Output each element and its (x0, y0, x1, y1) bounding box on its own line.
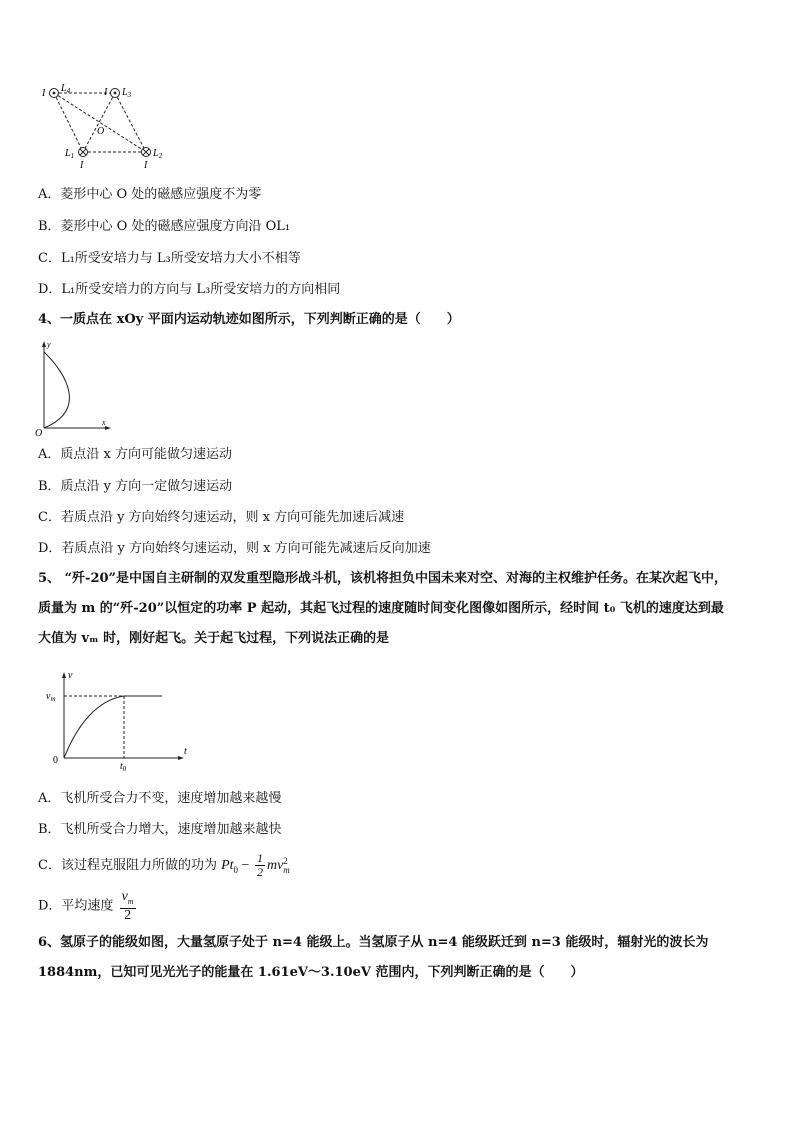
axis-x-label: x (102, 418, 106, 427)
q5-option-c-text: C．该过程克服阻力所做的功为 (38, 858, 217, 873)
q3-option-d[interactable]: D．L₁所受安培力的方向与 L₃所受安培力的方向相同 (38, 282, 341, 297)
label-L3: $L_3$ (122, 87, 132, 99)
label-I-bottom-left: I (80, 160, 84, 171)
velocity-curve (64, 696, 124, 758)
wire-L1-in (79, 148, 88, 157)
q5-option-d-text: D．平均速度 (38, 898, 114, 914)
q5-stem (38, 564, 758, 654)
velocity-time-figure (40, 668, 200, 773)
axis-v-label: v (68, 670, 73, 681)
q5-stem-line2: 质量为 m 的“歼-20”以恒定的功率 P 起动，其起飞过程的速度随时间变化图像如图所示，经时间 t₀ 飞机的速度达到最 (38, 601, 724, 616)
label-L2: $L_2$ (153, 148, 163, 160)
origin-label: O (35, 428, 43, 438)
q6-stem-line1: 6、氢原子的能级如图，大量氢原子处于 n=4 能级上。当氢原子从 n=4 能级跃迁到 n=3 能级时，辐射光的波长为 (38, 935, 709, 950)
trajectory-figure (32, 338, 122, 438)
q3-option-c[interactable]: C．L₁所受安培力与 L₃所受安培力大小不相等 (38, 251, 301, 266)
q5-option-a[interactable]: A．飞机所受合力不变，速度增加越来越慢 (38, 791, 282, 806)
wire-L3-out (111, 89, 120, 98)
trajectory-curve (44, 352, 69, 428)
label-L1: $L_1$ (65, 148, 75, 160)
q5-option-c-formula: $Pt_0$ − $\frac{1}{2}$ mv 2 m (221, 851, 290, 880)
q6-stem (38, 928, 758, 988)
vm-label: $v_m$ (46, 691, 56, 703)
q6-stem-line2: 1884nm，已知可见光光子的能量在 1.61eV～3.10eV 范围内，下列判断正确的是（ ） (38, 965, 584, 980)
q5-option-d[interactable] (38, 890, 138, 922)
label-I-top-left: I (42, 88, 46, 99)
label-I-bottom-right: I (144, 160, 148, 171)
q3-option-b[interactable]: B．菱形中心 O 处的磁感应强度方向沿 OL₁ (38, 219, 291, 234)
wire-L2-in (142, 148, 151, 157)
q4-option-a[interactable]: A．质点沿 x 方向可能做匀速运动 (38, 447, 232, 462)
q5-stem-line1: 5、 “歼-20”是中国自主研制的双发重型隐形战斗机，该机将担负中国未来对空、对海的主权维护任务。在某次起飞中， (38, 571, 728, 586)
rhombus-wires-figure (40, 82, 180, 172)
q4-option-b[interactable]: B．质点沿 y 方向一定做匀速运动 (38, 479, 233, 494)
q5-option-b[interactable]: B．飞机所受合力增大，速度增加越来越快 (38, 822, 282, 837)
q5-option-d-formula: $\frac{v_m}{2}$ (121, 889, 134, 923)
q4-option-d[interactable]: D．若质点沿 y 方向始终匀速运动，则 x 方向可能先减速后反向加速 (38, 541, 431, 556)
q3-option-a[interactable]: A．菱形中心 O 处的磁感应强度不为零 (38, 187, 262, 202)
origin-0-label: 0 (53, 755, 58, 766)
q4-stem: 4、一质点在 xOy 平面内运动轨迹如图所示，下列判断正确的是（ ） (38, 312, 460, 327)
t0-label: $t_0$ (120, 761, 127, 773)
wire-L4-out (50, 89, 59, 98)
q4-option-c[interactable]: C．若质点沿 y 方向始终匀速运动，则 x 方向可能先加速后减速 (38, 510, 405, 525)
label-L4: $L_4$ (61, 83, 71, 95)
axis-y-label: y (47, 340, 51, 349)
axis-t-label: t (184, 746, 187, 757)
label-O: O (97, 126, 105, 137)
q5-stem-line3: 大值为 vₘ 时，刚好起飞。关于起飞过程，下列说法正确的是 (38, 631, 390, 646)
q5-option-c[interactable] (38, 852, 290, 884)
label-I-top-right: I (104, 87, 108, 98)
